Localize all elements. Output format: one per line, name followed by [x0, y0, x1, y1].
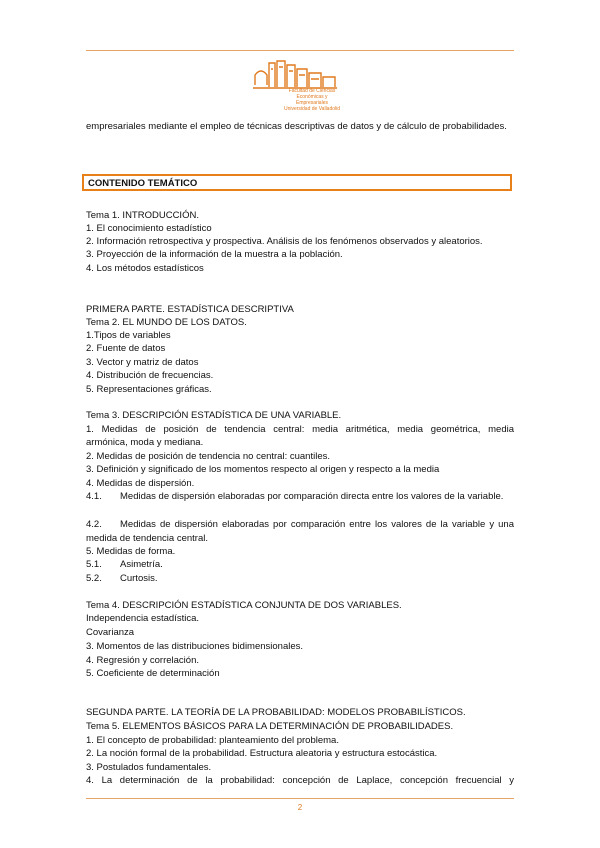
topic-1-item-4: 4. Los métodos estadísticos: [86, 263, 204, 274]
topic-3-item-4-2: [86, 518, 514, 545]
section-header-box: [82, 174, 512, 191]
topic-3-item-5-1: [86, 558, 514, 572]
topic-5-item-1: 1. El concepto de probabilidad: planteamiento del problema.: [86, 735, 339, 746]
topic-3-item-3: 3. Definición y significado de los momentos respecto al origen y respecto a la media: [86, 464, 440, 475]
logo-line-2: Económicas y Empresariales: [296, 94, 328, 106]
topic-2-item-2: 2. Fuente de datos: [86, 343, 166, 354]
item-text: Medidas de dispersión elaboradas por comparación entre los valores de la variable y una medida de tendencia central.: [86, 519, 514, 544]
topic-3-item-4: 4. Medidas de dispersión.: [86, 478, 195, 489]
topic-3-item-5-2: [86, 572, 514, 586]
topic-2-title: Tema 2. EL MUNDO DE LOS DATOS.: [86, 317, 247, 328]
topic-2-item-4: 4. Distribución de frecuencias.: [86, 370, 214, 381]
topic-1-item-3: 3. Proyección de la información de la muestra a la población.: [86, 249, 343, 260]
topic-5-item-3: 3. Postulados fundamentales.: [86, 762, 212, 773]
item-number: 4.1.: [86, 491, 102, 502]
topic-5-title: Tema 5. ELEMENTOS BÁSICOS PARA LA DETERMINACIÓN DE PROBABILIDADES.: [86, 721, 454, 732]
topic-4-item-b: Covarianza: [86, 627, 135, 638]
item-text: Asimetría.: [120, 559, 163, 570]
topic-4-title: Tema 4. DESCRIPCIÓN ESTADÍSTICA CONJUNTA DE DOS VARIABLES.: [86, 600, 402, 611]
part-2-title: SEGUNDA PARTE. LA TEORÍA DE LA PROBABILIDAD: MODELOS PROBABILÍSTICOS.: [86, 707, 466, 718]
topic-3-item-5: 5. Medidas de forma.: [86, 546, 176, 557]
topic-4-item-5: 5. Coeficiente de determinación: [86, 668, 220, 679]
item-text: Medidas de dispersión elaboradas por comparación directa entre los valores de la variable.: [120, 491, 504, 502]
topic-1-item-1: 1. El conocimiento estadístico: [86, 223, 212, 234]
item-number: 5.2.: [86, 573, 102, 584]
part-1-title: PRIMERA PARTE. ESTADÍSTICA DESCRIPTIVA: [86, 304, 294, 315]
item-number: 5.1.: [86, 559, 102, 570]
footer-rule: [86, 798, 514, 799]
topic-2-item-1: 1.Tipos de variables: [86, 330, 171, 341]
topic-5-item-4: 4. La determinación de la probabilidad: concepción de Laplace, concepción frecuencial y: [86, 775, 514, 786]
topic-3-item-1-line-2: armónica, moda y mediana.: [86, 437, 204, 448]
section-title: CONTENIDO TEMÁTICO: [88, 178, 198, 189]
item-number: 4.2.: [86, 519, 102, 530]
logo-line-1: Facultad de Ciencias: [288, 88, 336, 94]
topic-3-item-1-line-1: 1. Medidas de posición de tendencia central: media aritmética, media geométrica, media: [86, 424, 514, 435]
logo-line-3: Universidad de Valladolid: [283, 106, 341, 112]
topic-2-item-3: 3. Vector y matriz de datos: [86, 357, 199, 368]
logo-text: [282, 88, 342, 112]
topic-1-item-2: 2. Información retrospectiva y prospectiva. Análisis de los fenómenos observados y aleatorios.: [86, 236, 483, 247]
intro-paragraph: empresariales mediante el empleo de técnicas descriptivas de datos y de cálculo de probabilidades.: [86, 121, 507, 132]
topic-3-item-2: 2. Medidas de posición de tendencia no central: cuantiles.: [86, 451, 330, 462]
topic-4-item-3: 3. Momentos de las distribuciones bidimensionales.: [86, 641, 304, 652]
topic-4-item-a: Independencia estadística.: [86, 613, 200, 624]
topic-3-title: Tema 3. DESCRIPCIÓN ESTADÍSTICA DE UNA VARIABLE.: [86, 410, 342, 421]
topic-3-item-4-1: [86, 490, 514, 504]
topic-2-item-5: 5. Representaciones gráficas.: [86, 384, 212, 395]
item-text: Curtosis.: [120, 573, 158, 584]
topic-5-item-2: 2. La noción formal de la probabilidad. Estructura aleatoria y estructura estocástica.: [86, 748, 438, 759]
topic-1-title: Tema 1. INTRODUCCIÓN.: [86, 210, 199, 221]
header-rule: [86, 50, 514, 51]
topic-4-item-4: 4. Regresión y correlación.: [86, 655, 199, 666]
page-number: 2: [297, 803, 303, 812]
